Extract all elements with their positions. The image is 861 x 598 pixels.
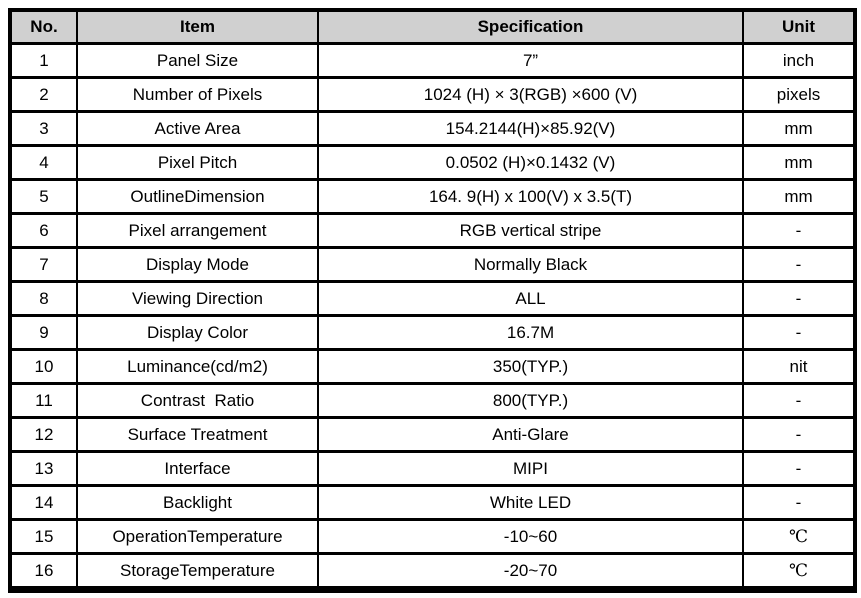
specification-cell: 800(TYP.)	[318, 384, 743, 418]
specification-cell: MIPI	[318, 452, 743, 486]
unit-cell: -	[743, 418, 855, 452]
item-cell: Contrast Ratio	[77, 384, 318, 418]
item-cell: OutlineDimension	[77, 180, 318, 214]
item-cell: Number of Pixels	[77, 78, 318, 112]
item-cell: Active Area	[77, 112, 318, 146]
specification-table	[8, 8, 857, 593]
table-row	[10, 44, 855, 78]
table-row	[10, 248, 855, 282]
table-row	[10, 486, 855, 520]
table-row	[10, 384, 855, 418]
unit-cell: -	[743, 316, 855, 350]
item-cell: Display Color	[77, 316, 318, 350]
row-number-cell: 10	[10, 350, 77, 384]
item-cell: Surface Treatment	[77, 418, 318, 452]
table-row	[10, 520, 855, 554]
header-row	[10, 10, 855, 44]
unit-cell: ℃	[743, 554, 855, 590]
item-cell: Backlight	[77, 486, 318, 520]
specification-cell: 350(TYP.)	[318, 350, 743, 384]
table-row	[10, 112, 855, 146]
row-number-cell: 1	[10, 44, 77, 78]
item-cell: Interface	[77, 452, 318, 486]
specification-cell: 154.2144(H)×85.92(V)	[318, 112, 743, 146]
unit-cell: ℃	[743, 520, 855, 554]
row-number-cell: 7	[10, 248, 77, 282]
specification-cell: RGB vertical stripe	[318, 214, 743, 248]
specification-cell: 16.7M	[318, 316, 743, 350]
table-row	[10, 452, 855, 486]
row-number-cell: 4	[10, 146, 77, 180]
unit-cell: -	[743, 214, 855, 248]
column-header-unit: Unit	[743, 10, 855, 44]
table-row	[10, 316, 855, 350]
item-cell: Panel Size	[77, 44, 318, 78]
row-number-cell: 16	[10, 554, 77, 590]
specification-cell: -20~70	[318, 554, 743, 590]
column-header-no: No.	[10, 10, 77, 44]
item-cell: Pixel arrangement	[77, 214, 318, 248]
row-number-cell: 11	[10, 384, 77, 418]
row-number-cell: 8	[10, 282, 77, 316]
unit-cell: mm	[743, 180, 855, 214]
specification-cell: ALL	[318, 282, 743, 316]
table-row	[10, 214, 855, 248]
unit-cell: pixels	[743, 78, 855, 112]
unit-cell: -	[743, 384, 855, 418]
table-row	[10, 350, 855, 384]
row-number-cell: 9	[10, 316, 77, 350]
specification-cell: 164. 9(H) x 100(V) x 3.5(T)	[318, 180, 743, 214]
item-cell: OperationTemperature	[77, 520, 318, 554]
table-row	[10, 554, 855, 590]
table-row	[10, 418, 855, 452]
item-cell: StorageTemperature	[77, 554, 318, 590]
specification-cell: -10~60	[318, 520, 743, 554]
unit-cell: -	[743, 452, 855, 486]
unit-cell: -	[743, 282, 855, 316]
item-cell: Luminance(cd/m2)	[77, 350, 318, 384]
row-number-cell: 15	[10, 520, 77, 554]
table-row	[10, 146, 855, 180]
item-cell: Viewing Direction	[77, 282, 318, 316]
unit-cell: nit	[743, 350, 855, 384]
specification-cell: Anti-Glare	[318, 418, 743, 452]
specification-cell: Normally Black	[318, 248, 743, 282]
column-header-item: Item	[77, 10, 318, 44]
specification-cell: 0.0502 (H)×0.1432 (V)	[318, 146, 743, 180]
specification-cell: White LED	[318, 486, 743, 520]
row-number-cell: 2	[10, 78, 77, 112]
specification-cell: 7”	[318, 44, 743, 78]
table-row	[10, 282, 855, 316]
item-cell: Pixel Pitch	[77, 146, 318, 180]
unit-cell: -	[743, 486, 855, 520]
row-number-cell: 6	[10, 214, 77, 248]
row-number-cell: 3	[10, 112, 77, 146]
table-row	[10, 78, 855, 112]
unit-cell: inch	[743, 44, 855, 78]
specification-cell: 1024 (H) × 3(RGB) ×600 (V)	[318, 78, 743, 112]
row-number-cell: 14	[10, 486, 77, 520]
column-header-spec: Specification	[318, 10, 743, 44]
unit-cell: -	[743, 248, 855, 282]
row-number-cell: 5	[10, 180, 77, 214]
unit-cell: mm	[743, 146, 855, 180]
table-row	[10, 180, 855, 214]
unit-cell: mm	[743, 112, 855, 146]
row-number-cell: 12	[10, 418, 77, 452]
row-number-cell: 13	[10, 452, 77, 486]
item-cell: Display Mode	[77, 248, 318, 282]
